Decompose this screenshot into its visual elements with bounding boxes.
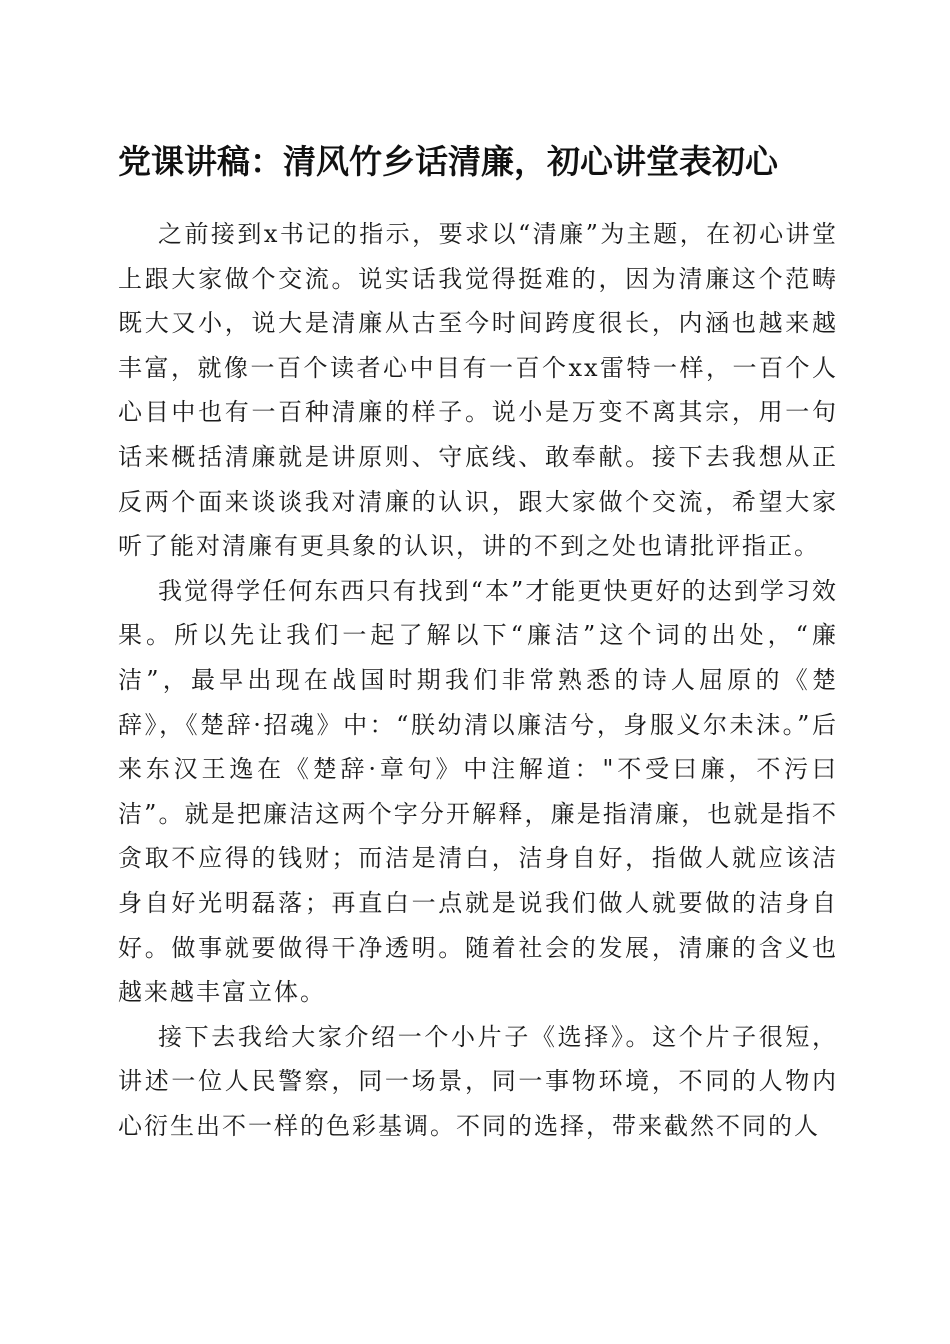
paragraph-origin-of-lianjie: 我觉得学任何东西只有找到“本”才能更快更好的达到学习效果。所以先让我们一起了解以下“廉洁”这个词的出处，“廉洁”，最早出现在战国时期我们非常熟悉的诗人屈原的《楚辞》，《楚辞·招魂》中：“朕幼清以廉洁兮，身服义尔未沫。”后来东汉王逸在《楚辞·章句》中注解道："不受曰廉，不污曰洁”。就是把廉洁这两个字分开解释，廉是指清廉，也就是指不贪取不应得的钱财；而洁是清白，洁身自好，指做人就应该洁身自好光明磊落；再直白一点就是说我们做人就要做的洁身自好。做事就要做得干净透明。随着社会的发展，清廉的含义也越来越丰富立体。 <box>118 576 838 1007</box>
paragraph-film-choice: 接下去我给大家介绍一个小片子《选择》。这个片子很短，讲述一位人民警察，同一场景，同一事物环境，不同的人物内心衍生出不一样的色彩基调。不同的选择，带来截然不同的人 <box>118 1022 838 1140</box>
document-body <box>118 212 838 1148</box>
document-title: 党课讲稿：清风竹乡话清廉，初心讲堂表初心 <box>118 142 778 181</box>
paragraph-intro: 之前接到x书记的指示，要求以“清廉”为主题，在初心讲堂上跟大家做个交流。说实话我觉得挺难的，因为清廉这个范畴既大又小，说大是清廉从古至今时间跨度很长，内涵也越来越丰富，就像一百个读者心中目有一百个xx雷特一样，一百个人心目中也有一百种清廉的样子。说小是万变不离其宗，用一句话来概括清廉就是讲原则、守底线、敢奉献。接下去我想从正反两个面来谈谈我对清廉的认识，跟大家做个交流，希望大家听了能对清廉有更具象的认识，讲的不到之处也请批评指正。 <box>118 220 838 561</box>
